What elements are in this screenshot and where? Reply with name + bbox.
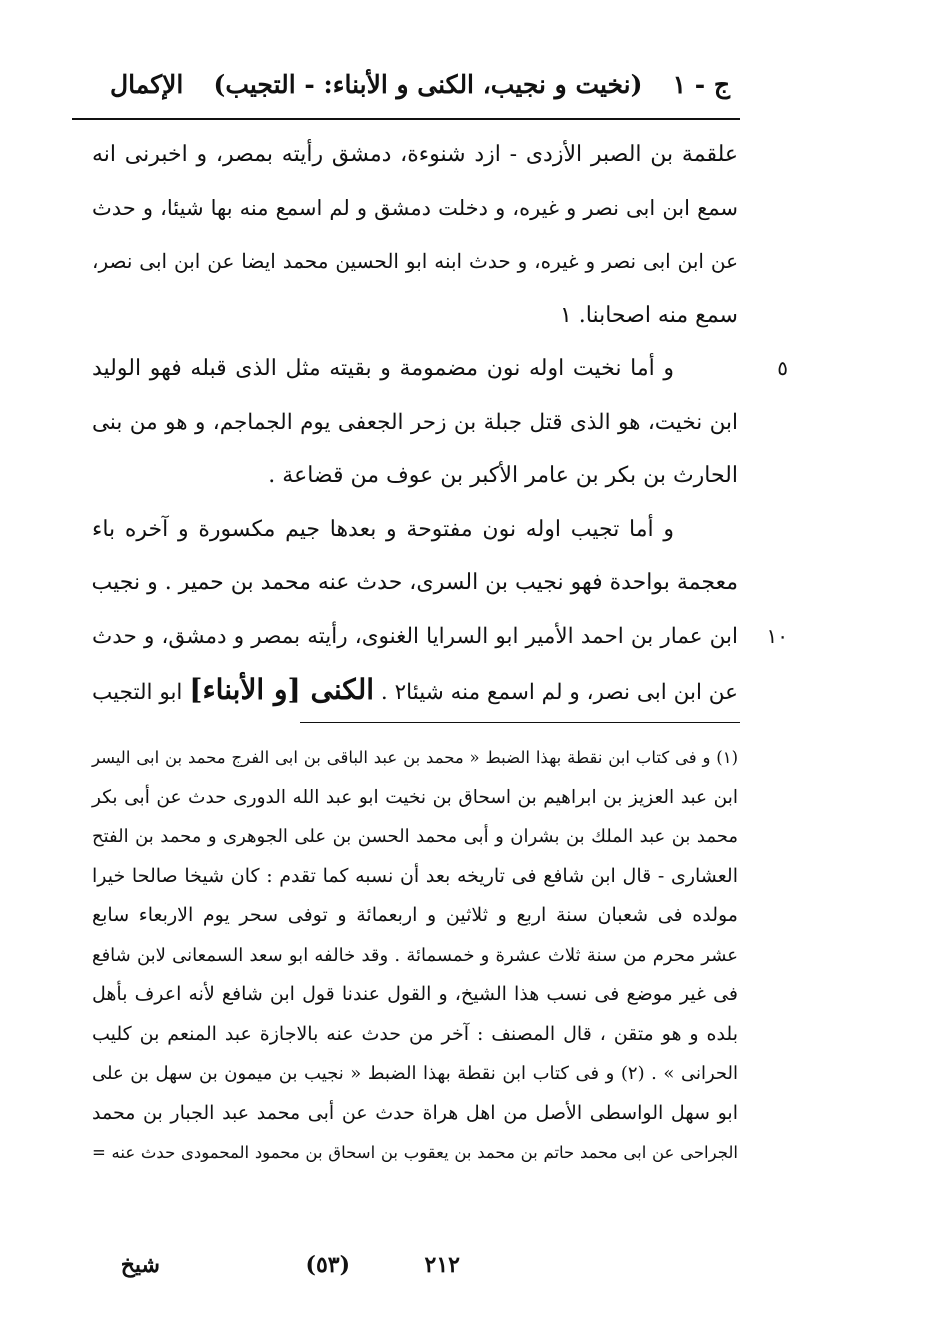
footnote-line: عشر محرم من سنة ثلاث عشرة و خمسمائة . وقد خالفه ابو سعد السمعانى لابن شافع bbox=[92, 944, 738, 966]
footnote-line: ابن عبد العزيز بن ابراهيم بن اسحاق بن نخيت ابو عبد الله الدورى حدث عن أبى بكر bbox=[92, 786, 738, 808]
text-line bbox=[92, 342, 788, 396]
line-text: معجمة بواحدة فهو نجيب بن السرى، حدث عنه محمد بن حمير . و نجيب bbox=[91, 570, 738, 595]
text-line bbox=[92, 663, 738, 717]
line-text: سمع ابن ابى نصر و غيره، و دخلت دمشق و لم اسمع منه بها شيئا، و حدث bbox=[92, 195, 738, 220]
page-footer bbox=[110, 1252, 460, 1292]
text-line bbox=[92, 503, 738, 557]
section-heading: الكنى [و الأبناء] bbox=[189, 673, 375, 706]
volume-mark: ج - ١ bbox=[672, 69, 730, 99]
running-title: (نخيت و نجيب، الكنى و الأبناء: - التجيب) bbox=[213, 69, 643, 99]
footnote-line: العشارى - قال ابن شافع فى تاريخه بعد أن نسبه كما تقدم : كان شيخا صالحا خيرا bbox=[92, 864, 738, 887]
text-line bbox=[92, 556, 738, 610]
footnote-line: الجراحى عن ابى محمد حاتم بن محمد بن يعقوب بن اسحاق بن محمود المحمودى حدث عنه = bbox=[92, 1143, 738, 1162]
running-header bbox=[88, 62, 740, 106]
line-text: سمع منه اصحابنا. ١ bbox=[559, 302, 738, 328]
footnote-line: الحرانى » . (٢) و فى كتاب ابن نقطة بهذا الضبط « نجيب بن ميمون بن سهل بن على bbox=[92, 1063, 738, 1084]
line-text: عن ابن ابى نصر، و لم اسمع منه شيئا٢ . bbox=[380, 680, 738, 705]
footnote-line: فى غير موضع فى نسب هذا الشيخ، و القول عندنا قول ابن شافع لأنه اعرف بأهل bbox=[92, 983, 738, 1005]
book-title: الإكمال bbox=[110, 69, 184, 99]
footnotes bbox=[92, 738, 738, 1173]
text-line bbox=[92, 182, 738, 236]
footnote-line: محمد بن عبد الملك بن بشران و أبى محمد الحسن بن على الجوهرى و محمد بن الفتح bbox=[92, 826, 738, 847]
catchword: شيخ bbox=[120, 1252, 160, 1278]
text-line bbox=[92, 449, 738, 503]
footnote-line: (١) و فى كتاب ابن نقطة بهذا الضبط « محمد بن عبد الباقى بن ابى الفرج محمد بن ابى اليسر bbox=[92, 748, 738, 767]
footnote-line: ابو سهل الواسطى الأصل من اهل هراة حدث عن أبى محمد عبد الجبار بن محمد bbox=[92, 1101, 738, 1124]
margin-line-number: ٥ bbox=[777, 356, 788, 380]
text-line bbox=[92, 128, 738, 182]
text-line bbox=[92, 610, 788, 664]
text-line bbox=[92, 396, 738, 450]
footnote-rule bbox=[300, 722, 740, 723]
page-number: ٢١٢ bbox=[424, 1252, 460, 1278]
line-text: ابن عمار بن احمد الأمير ابو السرايا الغنوى، رأيته بمصر و دمشق، و حدث bbox=[92, 623, 738, 649]
footnote-line: مولده فى شعبان سنة اربع و ثلاثين و اربعمائة و توفى سحر يوم الاربعاء سابع bbox=[92, 904, 738, 926]
line-text: الحارث بن بكر بن عامر الأكبر بن عوف من قضاعة . bbox=[268, 463, 738, 488]
line-tail-text: ابو التجيب bbox=[92, 680, 183, 705]
line-text: عن ابن ابى نصر و غيره، و حدث ابنه ابو الحسين محمد ايضا عن ابن ابى نصر، bbox=[92, 249, 738, 273]
line-text: ابن نخيت، هو الذى قتل جبلة بن زحر الجعفى يوم الجماجم، و هو من بنى bbox=[92, 409, 738, 435]
text-line bbox=[92, 289, 738, 343]
margin-line-number: ١٠ bbox=[766, 623, 788, 648]
line-text: و أما تجيب اوله نون مفتوحة و بعدها جيم مكسورة و آخره باء bbox=[92, 516, 674, 542]
main-text bbox=[91, 128, 788, 717]
header-rule bbox=[72, 118, 740, 120]
text-line bbox=[92, 235, 738, 289]
footnote-line: بلده و هو متقن ، قال المصنف : آخر من حدث عنه بالاجازة عبد المنعم بن كليب bbox=[92, 1022, 738, 1045]
line-text: علقمة بن الصبر الأزدى - ازد شنوءة، دمشق رأيته بمصر، و اخبرنى انه bbox=[92, 142, 738, 167]
line-text: و أما نخيت اوله نون مضمومة و بقيته مثل الذى قبله فهو الوليد bbox=[92, 356, 674, 381]
signature-mark: (٥٣) bbox=[305, 1252, 350, 1278]
